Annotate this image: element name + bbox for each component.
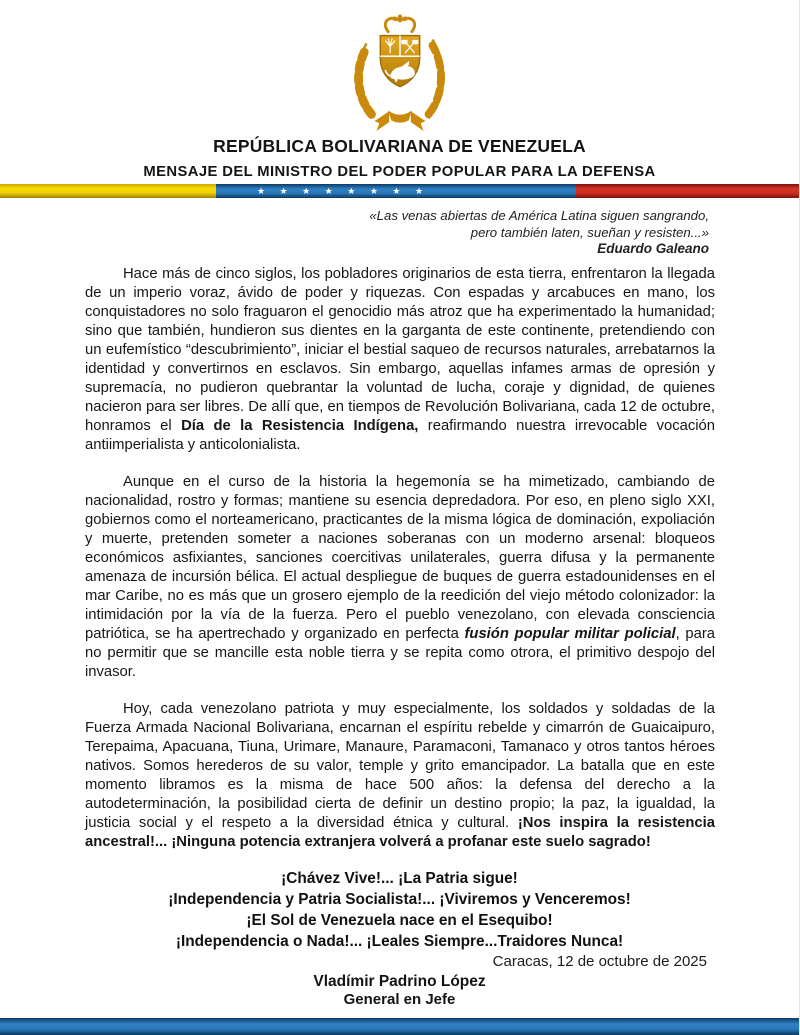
body-paragraph-1: Hace más de cinco siglos, los pobladores originarios de esta tierra, enfrentaron la llegada de un imperio voraz, ávido de poder y riquezas. Con espadas y arcabuces en mano, los conquistadores no solo fraguaron el genocidio más atroz que ha experimentado la humanidad; sino que también, hundieron sus dientes en la garganta de este continente, pretendiendo con un eufemístico “descubrimiento”, iniciar el bestial saqueo de recursos naturales, arrebatarnos la identidad y convertirnos en esclavos. Sin embargo, aquellas infames armas de opresión y supremacía, no pudieron quebrantar la voluntad de lucha, coraje y dignidad, de quienes nacieron para ser libres. De allí que, en tiempos de Revolución Bolivariana, cada 12 de octubre, honramos el Día de la Resistencia Indígena, reafirmando nuestra irrevocable vocación antiimperialista y anticolonialista. [85, 265, 716, 453]
bottom-blue-band [0, 1018, 799, 1035]
quote-line-1: «Las venas abiertas de América Latina siguen sangrando, [369, 208, 709, 223]
flag-yellow-band [0, 184, 216, 198]
flag-stars: ★ ★ ★ ★ ★ ★ ★ ★ [256, 186, 430, 196]
signature-block [0, 973, 799, 1008]
venezuela-coat-of-arms-icon [339, 10, 461, 132]
body-paragraph-2: Aunque en el curso de la historia la hegemonía se ha mimetizado, cambiando de nacionalidad, rostro y formas; mantiene su esencia depredadora. Por eso, en pleno siglo XXI, gobiernos como el norteamericano, practicantes de la misma lógica de dominación, expoliación y muerte, pretenden someter a naciones soberanas con un moderno arsenal: bloqueos económicos asfixiantes, sanciones coercitivas unilaterales, guerra difusa y la permanente amenaza de incursión bélica. El actual despliegue de buques de guerra estadounidenses en el mar Caribe, no es más que un grosero ejemplo de la reedición del viejo método colonizador: la intimidación por la vía de la fuerza. Pero el pueblo venezolano, con elevada consciencia patriótica, se ha apertrechado y organizado en perfecta fusión popular militar policial, para no permitir que se mancille esta noble tierra y se repita como otrora, el primitivo despojo del invasor. [85, 473, 715, 680]
slogan-line-2: ¡Independencia y Patria Socialista!... ¡Viviremos y Venceremos! [168, 890, 631, 908]
emblem-container [0, 0, 799, 134]
flag-stripe [0, 184, 799, 198]
republic-title: REPÚBLICA BOLIVARIANA DE VENEZUELA [213, 136, 586, 156]
quote-author: Eduardo Galeano [597, 241, 709, 256]
letter-body [85, 265, 715, 852]
quote-line-2: pero también laten, sueñan y resisten...» [470, 224, 709, 240]
epigraph-quote [0, 208, 799, 258]
slogan-block [0, 868, 799, 952]
slogan-line-3: ¡El Sol de Venezuela nace en el Esequibo! [246, 911, 553, 929]
slogan-line-4: ¡Independencia o Nada!... ¡Leales Siempre...Traidores Nunca! [175, 932, 624, 950]
flag-red-band [576, 184, 799, 198]
signatory-rank: General en Jefe [343, 990, 456, 1008]
slogan-line-1: ¡Chávez Vive!... ¡La Patria sigue! [281, 869, 518, 887]
signatory-name: Vladímir Padrino López [313, 972, 486, 990]
body-paragraph-3: Hoy, cada venezolano patriota y muy especialmente, los soldados y soldadas de la Fuerza Armada Nacional Bolivariana, encarnan el espíritu rebelde y cimarrón de Guaicaipuro, Terepaima, Apacuana, Tiuna, Urimare, Manaure, Paramaconi, Tamanaco y otros tantos héroes nativos. Somos herederos de su valor, temple y grito emancipador. La batalla que en este momento libramos es la misma de hace 500 años: la defensa del derecho a la autodeterminación, la posibilidad cierta de definir un destino propio; la paz, la igualdad, la justicia social y el respeto a la diversidad étnica y cultural. ¡Nos inspira la resistencia ancestral!... ¡Ninguna potencia extranjera volverá a profanar este suelo sagrado! [85, 700, 716, 850]
place-date-line: Caracas, 12 de octubre de 2025 [492, 952, 707, 970]
message-subtitle: MENSAJE DEL MINISTRO DEL PODER POPULAR PARA LA DEFENSA [143, 164, 656, 180]
